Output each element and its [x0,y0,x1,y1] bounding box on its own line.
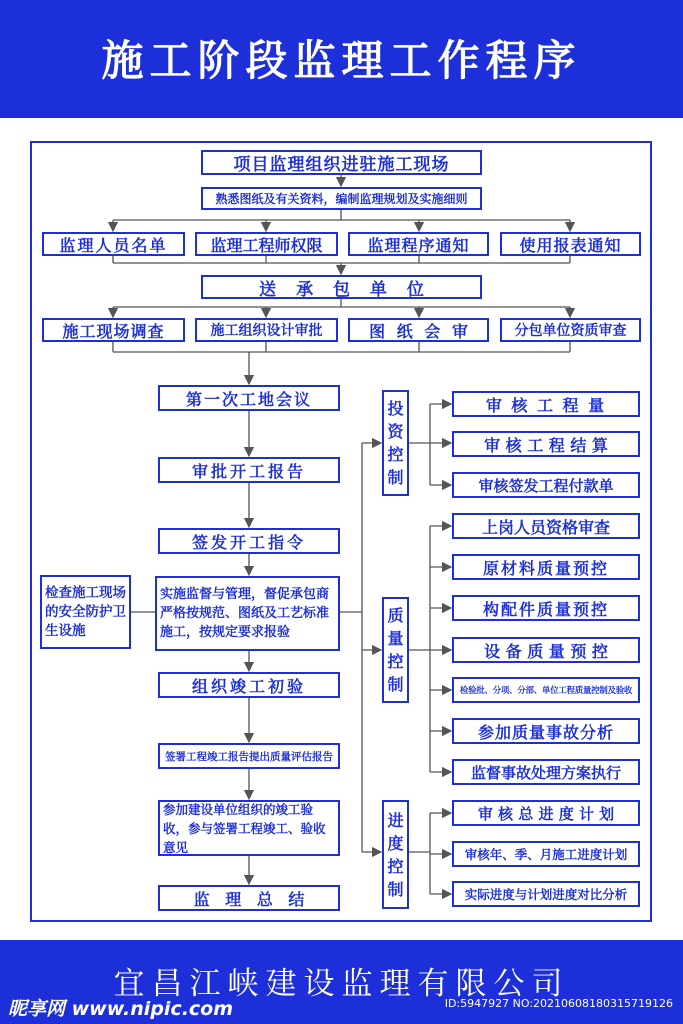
supervision-management-box: 实施监督与管理，督促承包商严格按规范、图纸及工艺标准施工，按规定要求报验 [155,576,340,651]
engineer-authority-box: 监理工程师权限 [195,232,338,256]
quality-control-label: 质量控制 [382,597,409,703]
final-acceptance-box: 参加建设单位组织的竣工验收，参与签署工程竣工、验收意见 [158,800,340,856]
subcontractor-qualification-box: 分包单位资质审查 [500,318,641,342]
quality-accident-analysis-box: 参加质量事故分析 [452,718,640,744]
completion-report-box: 签署工程竣工报告提出质量评估报告 [158,743,340,769]
site-survey-box: 施工现场调查 [42,318,185,342]
send-contractor-box: 送 承 包 单 位 [201,275,482,299]
procedure-notice-box: 监理程序通知 [348,232,489,256]
progress-control-label: 进度控制 [382,800,409,909]
component-control-box: 构配件质量预控 [452,595,640,621]
watermark-id: ID:5947927 NO:20210608180315719126 [444,997,673,1010]
page-title: 施工阶段监理工作程序 [101,36,582,85]
issue-start-order-box: 签发开工指令 [158,528,340,554]
accident-handling-box: 监督事故处理方案执行 [452,759,640,785]
supervision-summary-box: 监 理 总 结 [158,885,340,911]
familiarize-box: 熟悉图纸及有关资料，编制监理规划及实施细则 [201,187,482,210]
overall-schedule-box: 审 核 总 进 度 计 划 [452,800,640,826]
first-site-meeting-box: 第一次工地会议 [158,385,340,411]
approve-start-report-box: 审批开工报告 [158,457,340,483]
report-form-notice-box: 使用报表通知 [500,232,641,256]
preliminary-acceptance-box: 组织竣工初验 [158,672,340,698]
enter-site-box: 项目监理组织进驻施工现场 [201,150,482,175]
company-name: 宜昌江峡建设监理有限公司 [113,966,570,1002]
safety-inspection-box: 检查施工现场的安全防护卫生设施 [40,575,131,649]
watermark-logo: 昵享网 www.nipic.com [8,998,234,1020]
schedule-comparison-box: 实际进度与计划进度对比分析 [452,881,640,907]
inspection-lot-control-box: 检验批、分项、分部、单位工程质量控制及验收 [452,677,640,703]
investment-control-label: 投资控制 [382,390,409,496]
periodic-schedule-box: 审核年、季、月施工进度计划 [452,841,640,867]
audit-quantity-box: 审 核 工 程 量 [452,391,640,417]
raw-material-control-box: 原材料质量预控 [452,554,640,580]
audit-settlement-box: 审 核 工 程 结 算 [452,431,640,457]
personnel-list-box: 监理人员名单 [42,232,185,256]
drawing-review-box: 图 纸 会 审 [348,318,489,342]
payment-approval-box: 审核签发工程付款单 [452,472,640,498]
construction-org-approval-box: 施工组织设计审批 [195,318,338,342]
personnel-qualification-box: 上岗人员资格审查 [452,513,640,539]
equipment-control-box: 设 备 质 量 预 控 [452,637,640,663]
